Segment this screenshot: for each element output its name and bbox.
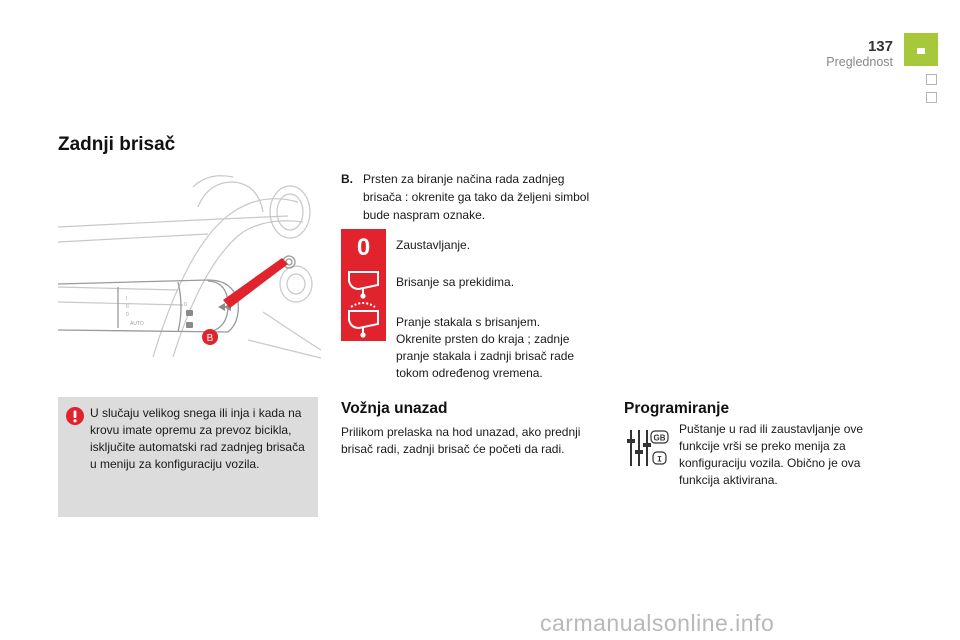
- svg-text:0: 0: [126, 312, 129, 318]
- mode-symbol-strip: [341, 229, 386, 341]
- programming-heading: Programiranje: [624, 400, 730, 417]
- ring-b-description: [341, 170, 606, 224]
- wiper-intermittent-icon: [349, 272, 378, 298]
- svg-text:I: I: [126, 296, 128, 302]
- watermark: carmanualsonline.info: [540, 610, 775, 636]
- mode-washer-text: Pranje stakala s brisanjem. Okrenite prsten do kraja ; zadnje pranje stakala i zadnji brisač rade tokom određenog vremena.: [396, 315, 575, 380]
- chapter-tab-marker-icon: [917, 48, 925, 54]
- stop-symbol: 0: [356, 234, 371, 261]
- wiper-stalk-illustration: [58, 172, 321, 360]
- ring-b-label: B.: [341, 172, 353, 186]
- programming-text: Puštanje u rad ili zaustavljanje ove funkcije vrši se preko menija za konfiguraciju vozila. Obično je ova funkcija aktivirana.: [679, 422, 864, 487]
- svg-text:0: 0: [184, 302, 187, 308]
- mode-symbols: [341, 229, 386, 341]
- chapter-tab-empty-1[interactable]: [926, 74, 937, 85]
- callout-b-label: B: [206, 333, 214, 344]
- language-gb-label: GB: [653, 433, 666, 443]
- reverse-heading: Vožnja unazad: [341, 400, 448, 417]
- page-title: Zadnji brisač: [58, 134, 176, 155]
- wiper-washer-icon: [349, 303, 378, 337]
- warning-text: U slučaju velikog snega ili inja i kada na krovu imate opremu za prevoz bicikla, isključite automatski rad zadnjeg brisača u meniju za konfiguraciju vozila.: [90, 406, 305, 471]
- chapter-tab-empty-2[interactable]: [926, 92, 937, 103]
- mode-intermittent-text: Brisanje sa prekidima.: [396, 275, 515, 289]
- svg-text:II: II: [126, 304, 129, 310]
- page-number: 137: [867, 38, 893, 55]
- exclamation-icon: [66, 407, 84, 425]
- section-title: Preglednost: [826, 55, 893, 69]
- chapter-tab[interactable]: [904, 33, 938, 66]
- pointer-arrow: [223, 258, 288, 308]
- settings-sliders-icon: [624, 428, 670, 470]
- stalk-mark-auto: AUTO: [130, 321, 144, 327]
- wiper-stalk-drawing: [58, 172, 321, 360]
- language-i-label: I: [657, 455, 662, 465]
- mode-stop-text: Zaustavljanje.: [396, 238, 471, 252]
- reverse-text: Prilikom prelaska na hod unazad, ako prednji brisač radi, zadnji brisač će početi da radi.: [341, 425, 581, 456]
- ring-b-text: Prsten za biranje načina rada zadnjeg brisača : okrenite ga tako da željeni simbol bude naspram oznake.: [363, 172, 590, 222]
